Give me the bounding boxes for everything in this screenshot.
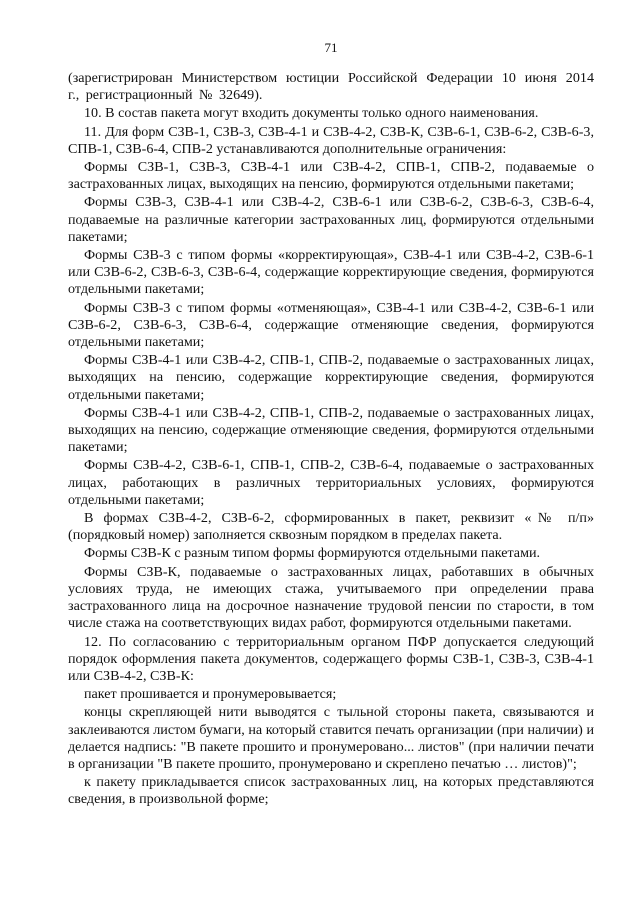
paragraph-szv-k-normal: Формы СЗВ-К, подаваемые о застрахованных лицах, работавших в обычных условиях труда, не имеющих стажа, учитываемого при определении права застрахованного лица на досрочное назначение трудовой пенсии по старости, в том числе стажа на соответствующих видах работ, формируются отдельными пакетами. (68, 563, 594, 632)
list-item-thread-ends: концы скрепляющей нити выводятся с тыльной стороны пакета, связываются и заклеиваются листом бумаги, на который ставится печать организации (при наличии) и делается надпись: "В пакете прошито и пронумеровано... листов" (при наличии печати в организации "В пакете прошито, пронумеровано и скреплено печатью … листов)"; (68, 704, 594, 772)
paragraph-forms-pension: Формы СЗВ-1, СЗВ-3, СЗВ-4-1 или СЗВ-4-2, СПВ-1, СПВ-2, подаваемые о застрахованных лицах, выходящих на пенсию, формируются отдельными пакетами; (68, 159, 594, 193)
paragraph-forms-pension-cancelling: Формы СЗВ-4-1 или СЗВ-4-2, СПВ-1, СПВ-2, подаваемые о застрахованных лицах, выходящих на пенсию, содержащие отменяющие сведения, формируются отдельными пакетами; (68, 404, 594, 456)
paragraph-10: 10. В состав пакета могут входить документы только одного наименования. (84, 105, 539, 122)
document-page (68, 40, 594, 810)
list-item-stitched: пакет прошивается и пронумеровывается; (84, 686, 337, 703)
paragraph-forms-cancelling: Формы СЗВ-3 с типом формы «отменяющая», СЗВ-4-1 или СЗВ-4-2, СЗВ-6-1 или СЗВ-6-2, СЗВ-6-3, СЗВ-6-4, содержащие отменяющие сведения, формируются отдельными пакетами; (68, 299, 594, 351)
paragraph-forms-categories: Формы СЗВ-3, СЗВ-4-1 или СЗВ-4-2, СЗВ-6-1 или СЗВ-6-2, СЗВ-6-3, СЗВ-6-4, подаваемые на различные категории застрахованных лиц, формируются отдельными пакетами; (68, 194, 594, 245)
paragraph-11: 11. Для форм СЗВ-1, СЗВ-3, СЗВ-4-1 и СЗВ-4-2, СЗВ-К, СЗВ-6-1, СЗВ-6-2, СЗВ-6-3, СПВ-1, СЗВ-6-4, СПВ-2 устанавливаются дополнительные ограничения: (68, 123, 594, 157)
paragraph-forms-corrective: Формы СЗВ-3 с типом формы «корректирующая», СЗВ-4-1 или СЗВ-4-2, СЗВ-6-1 или СЗВ-6-2, СЗВ-6-3, СЗВ-6-4, содержащие корректирующие сведения, формируются отдельными пакетами; (68, 247, 594, 298)
paragraph-12: 12. По согласованию с территориальным органом ПФР допускается следующий порядок оформления пакета документов, содержащего формы СЗВ-1, СЗВ-3, СЗВ-4-1 или СЗВ-4-2, СЗВ-К: (68, 633, 594, 684)
paragraph-registration: (зарегистрирован Министерством юстиции Российской Федерации 10 июня 2014 г., регистрационный № 32649). (68, 70, 594, 104)
paragraph-forms-territorial: Формы СЗВ-4-2, СЗВ-6-1, СПВ-1, СПВ-2, СЗВ-6-4, подаваемые о застрахованных лицах, работающих в различных территориальных условиях, формируются отдельными пакетами; (68, 457, 594, 508)
paragraph-forms-pension-corrective: Формы СЗВ-4-1 или СЗВ-4-2, СПВ-1, СПВ-2, подаваемые о застрахованных лицах, выходящих на пенсию, содержащие корректирующие сведения, формируются отдельными пакетами; (68, 352, 594, 403)
page-number: 71 (324, 40, 338, 55)
paragraph-szv-k-types: Формы СЗВ-К с разным типом формы формируются отдельными пакетами. (84, 545, 541, 562)
paragraph-numbering: В формах СЗВ-4-2, СЗВ-6-2, сформированных в пакет, реквизит «№ п/п» (порядковый номер) заполняется сквозным порядком в пределах пакета. (68, 510, 594, 544)
list-item-attached-list: к пакету прикладывается список застрахованных лиц, на которых представляются сведения, в произвольной форме; (68, 774, 594, 808)
